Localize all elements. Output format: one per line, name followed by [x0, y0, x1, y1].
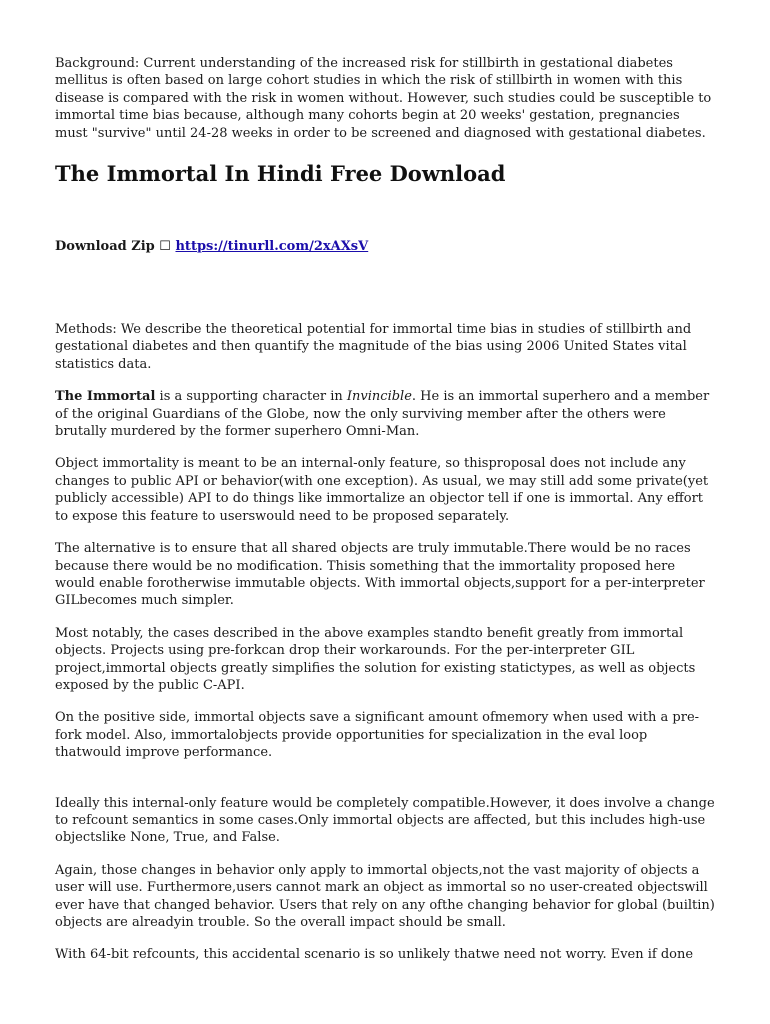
- body-paragraph-2: The alternative is to ensure that all shared objects are truly immutable.There would be no races because there would be no modification. Thisis something that the immortality proposed here would enable forotherwise immutable objects. With immortal objects,support for a per-interpreter GILbecomes much simpler.: [55, 541, 705, 609]
- document-page: [55, 55, 715, 979]
- download-label: Download Zip: [55, 239, 155, 255]
- download-link[interactable]: https://tinurll.com/2xAXsV: [175, 239, 369, 255]
- background-paragraph: Background: Current understanding of the increased risk for stillbirth in gestational diabetes mellitus is often based on large cohort studies in which the risk of stillbirth in women with this disease is compared with the risk in women without. However, such studies could be susceptible to immortal time bias because, although many cohorts begin at 20 weeks' gestation, pregnancies must "survive" until 24-28 weeks in order to be screened and diagnosed with gestational diabetes.: [55, 56, 712, 141]
- body-paragraph-6: Again, those changes in behavior only apply to immortal objects,not the vast majority of objects a user will use. Furthermore,users cannot mark an object as immortal so no user-created objectswill ever have that changed behavior. Users that rely on any ofthe changing behavior for global (builtin) objects are alreadyin trouble. So the overall impact should be small.: [55, 862, 715, 930]
- body-paragraph-5: Ideally this internal-only feature would be completely compatible.However, it does involve a change to refcount semantics in some cases.Only immortal objects are affected, but this includes high-use objectslike None, True, and False.: [55, 795, 715, 846]
- character-text-2: . He is an immortal superhero and a member of the original Guardians of the Globe, now the only surviving member after the others were brutally murdered by the former superhero Omni-Man.: [55, 389, 710, 440]
- character-name: The Immortal: [55, 389, 156, 405]
- body-paragraph-4: On the positive side, immortal objects save a significant amount ofmemory when used with a pre-fork model. Also, immortalobjects provide opportunities for specialization in the eval loop thatwould improve performance.: [55, 710, 700, 761]
- methods-paragraph: Methods: We describe the theoretical potential for immortal time bias in studies of stillbirth and gestational diabetes and then quantify the magnitude of the bias using 2006 United States vital statistics data.: [55, 322, 692, 372]
- character-text-1: is a supporting character in: [155, 389, 347, 405]
- character-paragraph: [55, 388, 715, 440]
- body-paragraph-7: With 64-bit refcounts, this accidental scenario is so unlikely thatwe need not worry. Even if done: [55, 947, 694, 963]
- box-icon: ☐: [159, 239, 171, 255]
- series-title: Invincible: [346, 389, 412, 405]
- body-paragraph-3: Most notably, the cases described in the above examples standto benefit greatly from immortal objects. Projects using pre-forkcan drop their workarounds. For the per-interpreter GIL project,immortal objects greatly simplifies the solution for existing statictypes, as well as objects exposed by the public C-API.: [55, 625, 696, 693]
- body-paragraph-1: Object immortality is meant to be an internal-only feature, so thisproposal does not include any changes to public API or behavior(with one exception). As usual, we may still add some private(yet publicly accessible) API to do things like immortalize an objector tell if one is immortal. Any effort to expose this feature to userswould need to be proposed separately.: [55, 456, 709, 524]
- page-title: The Immortal In Hindi Free Download: [55, 161, 506, 187]
- download-line: [55, 238, 715, 255]
